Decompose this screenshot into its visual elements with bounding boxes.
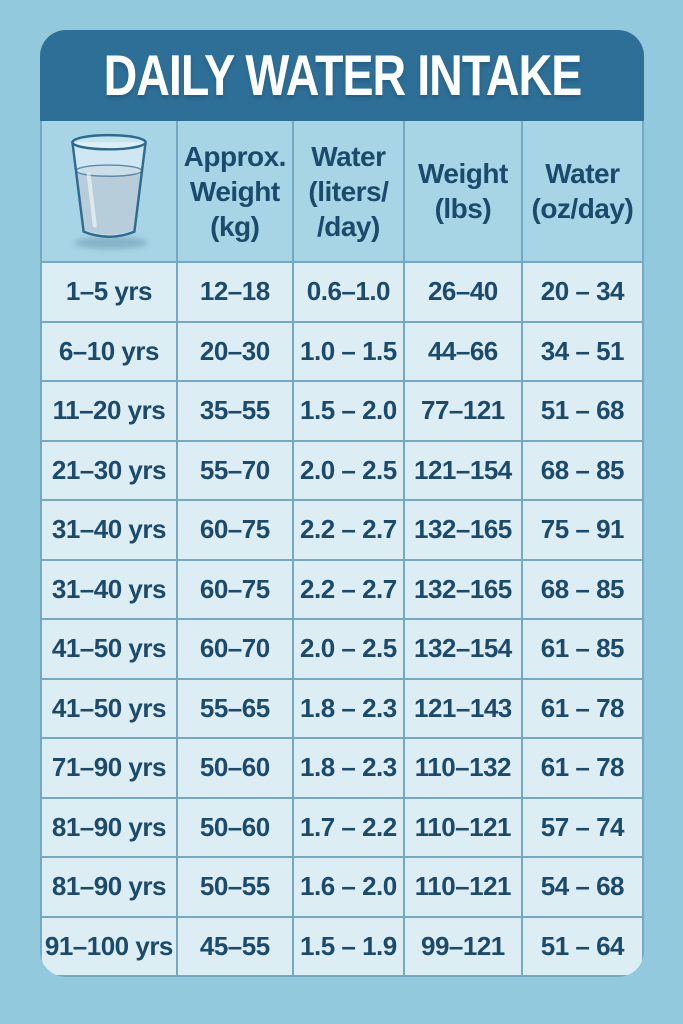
cell-water-oz: 61 – 78 <box>523 739 642 797</box>
cell-water-liters: 1.5 – 2.0 <box>294 382 403 440</box>
header-line: Water <box>311 140 386 172</box>
cell-weight-kg: 50–60 <box>178 799 292 857</box>
column-header-water-oz <box>523 121 642 261</box>
header-line: (lbs) <box>434 193 492 224</box>
cell-age: 71–90 yrs <box>42 739 176 797</box>
cell-weight-kg: 55–65 <box>178 680 292 738</box>
cell-weight-kg: 60–75 <box>178 561 292 619</box>
header-line: /day) <box>316 210 380 242</box>
cell-water-oz: 54 – 68 <box>523 858 642 916</box>
cell-water-oz: 51 – 64 <box>523 918 642 976</box>
cell-water-oz: 61 – 78 <box>523 680 642 738</box>
cell-age: 31–40 yrs <box>42 501 176 559</box>
cell-weight-kg: 45–55 <box>178 918 292 976</box>
cell-weight-kg: 55–70 <box>178 442 292 500</box>
cell-age: 41–50 yrs <box>42 680 176 738</box>
header-line: (liters/ <box>308 175 389 207</box>
cell-age: 21–30 yrs <box>42 442 176 500</box>
cell-weight-lbs: 110–121 <box>405 799 521 857</box>
cell-water-liters: 2.2 – 2.7 <box>294 561 403 619</box>
header-line: Approx. <box>183 140 286 172</box>
cell-water-liters: 2.0 – 2.5 <box>294 442 403 500</box>
column-header-weight-kg <box>178 121 292 261</box>
cell-age: 6–10 yrs <box>42 323 176 381</box>
cell-weight-lbs: 132–165 <box>405 561 521 619</box>
cell-weight-lbs: 44–66 <box>405 323 521 381</box>
cell-age: 11–20 yrs <box>42 382 176 440</box>
cell-weight-lbs: 77–121 <box>405 382 521 440</box>
water-glass-icon <box>57 128 161 254</box>
cell-water-oz: 57 – 74 <box>523 799 642 857</box>
glass-shadow <box>74 237 147 249</box>
page-title: DAILY WATER INTAKE <box>103 43 581 108</box>
cell-water-oz: 51 – 68 <box>523 382 642 440</box>
cell-weight-kg: 50–60 <box>178 739 292 797</box>
cell-weight-kg: 50–55 <box>178 858 292 916</box>
cell-water-oz: 61 – 85 <box>523 620 642 678</box>
water-intake-table <box>40 121 644 977</box>
cell-age: 81–90 yrs <box>42 858 176 916</box>
cell-age: 41–50 yrs <box>42 620 176 678</box>
cell-water-liters: 1.6 – 2.0 <box>294 858 403 916</box>
column-header-water-liters <box>294 121 403 261</box>
cell-weight-lbs: 99–121 <box>405 918 521 976</box>
cell-water-liters: 1.8 – 2.3 <box>294 680 403 738</box>
cell-weight-kg: 60–70 <box>178 620 292 678</box>
cell-water-liters: 2.2 – 2.7 <box>294 501 403 559</box>
header-line: (kg) <box>210 210 260 242</box>
cell-weight-lbs: 121–143 <box>405 680 521 738</box>
cell-water-liters: 1.8 – 2.3 <box>294 739 403 797</box>
cell-weight-kg: 20–30 <box>178 323 292 381</box>
cell-weight-kg: 12–18 <box>178 263 292 321</box>
column-header-weight-lbs <box>405 121 521 261</box>
cell-age: 91–100 yrs <box>42 918 176 976</box>
infographic-card <box>40 30 644 977</box>
cell-weight-lbs: 110–121 <box>405 858 521 916</box>
title-band <box>40 30 644 121</box>
header-line: (oz/day) <box>531 193 634 224</box>
cell-water-oz: 68 – 85 <box>523 442 642 500</box>
cell-water-liters: 1.7 – 2.2 <box>294 799 403 857</box>
cell-age: 81–90 yrs <box>42 799 176 857</box>
cell-water-oz: 34 – 51 <box>523 323 642 381</box>
header-line: Weight <box>189 175 280 207</box>
cell-weight-lbs: 110–132 <box>405 739 521 797</box>
cell-water-oz: 75 – 91 <box>523 501 642 559</box>
cell-weight-lbs: 121–154 <box>405 442 521 500</box>
header-line: Water <box>545 158 620 189</box>
cell-water-liters: 1.0 – 1.5 <box>294 323 403 381</box>
cell-water-liters: 2.0 – 2.5 <box>294 620 403 678</box>
cell-age: 31–40 yrs <box>42 561 176 619</box>
header-line: Weight <box>417 158 508 189</box>
cell-weight-lbs: 132–154 <box>405 620 521 678</box>
cell-water-liters: 1.5 – 1.9 <box>294 918 403 976</box>
cell-age: 1–5 yrs <box>42 263 176 321</box>
cell-water-oz: 68 – 85 <box>523 561 642 619</box>
cell-weight-lbs: 132–165 <box>405 501 521 559</box>
cell-weight-kg: 60–75 <box>178 501 292 559</box>
cell-water-oz: 20 – 34 <box>523 263 642 321</box>
glass-header-cell <box>42 121 176 261</box>
cell-weight-lbs: 26–40 <box>405 263 521 321</box>
cell-water-liters: 0.6–1.0 <box>294 263 403 321</box>
cell-weight-kg: 35–55 <box>178 382 292 440</box>
